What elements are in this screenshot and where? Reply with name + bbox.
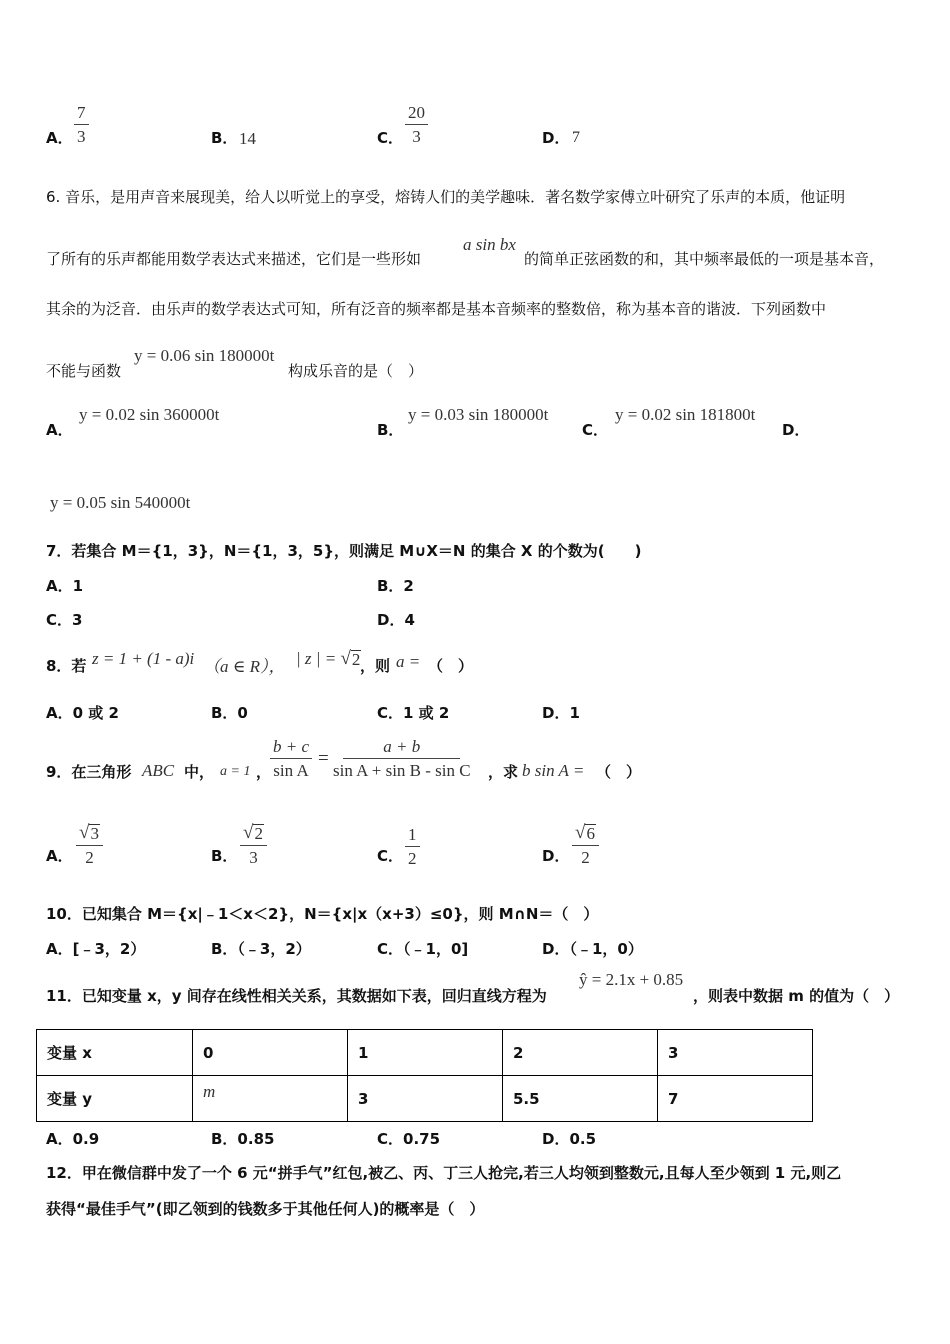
q9-option-b-label: B． xyxy=(211,847,238,865)
sqrt-symbol: √ 2 xyxy=(340,648,361,669)
q7-option-b: B．2 xyxy=(377,577,414,595)
q8-sqrt-arg: 2 xyxy=(351,650,361,669)
table-cell: 5.5 xyxy=(503,1076,658,1122)
table-cell: 2 xyxy=(503,1030,658,1076)
q8-option-a: A．0 或 2 xyxy=(46,704,119,722)
q7-option-d: D．4 xyxy=(377,611,415,629)
table-cell: 3 xyxy=(658,1030,813,1076)
table-row xyxy=(37,1076,813,1122)
q11-option-a: A．0.9 xyxy=(46,1130,100,1148)
q9-tail: （ ） xyxy=(596,763,642,781)
q10-option-c: C．（﹣1，0] xyxy=(377,940,469,958)
q9-abc-math: ABC xyxy=(142,761,175,780)
q8-modulus-left: | z | = xyxy=(296,649,337,668)
q6-stem-line-4b: 构成乐音的是（ ） xyxy=(288,362,424,380)
q9-option-b-fraction xyxy=(240,823,267,866)
denominator: 2 xyxy=(85,848,94,867)
q11-option-b: B．0.85 xyxy=(211,1130,275,1148)
q6-base-function-math: y = 0.06 sin 180000t xyxy=(134,346,275,365)
q6-asinbx-math: a sin bx xyxy=(463,235,516,254)
q6-stem-line-4a: 不能与函数 xyxy=(46,362,122,380)
q10-option-d: D．（﹣1，0） xyxy=(542,940,643,958)
q6-option-c-math: y = 0.02 sin 181800t xyxy=(615,405,756,424)
q6-option-c-label: C． xyxy=(582,421,609,439)
q5-option-d-value: 7 xyxy=(572,129,580,146)
q11-stem-b: ，则表中数据 m 的值为（ ） xyxy=(693,987,900,1005)
sqrt-arg: 6 xyxy=(586,824,595,843)
denominator: 3 xyxy=(412,127,421,146)
numerator: 20 xyxy=(405,104,428,125)
q11-data-table xyxy=(36,1029,813,1122)
q5-option-d-label: D． xyxy=(542,129,570,147)
q5-option-c-fraction xyxy=(405,104,428,145)
q9-option-c-label: C． xyxy=(377,847,404,865)
q8-prefix: 8．若 xyxy=(46,657,87,675)
q8-tail: （ ） xyxy=(428,657,474,675)
denominator: sin A xyxy=(273,761,309,780)
q8-option-b: B．0 xyxy=(211,704,248,722)
q12-stem-line-2: 获得“最佳手气”(即乙领到的钱数多于其他任何人)的概率是（ ） xyxy=(46,1200,485,1218)
q8-option-d: D．1 xyxy=(542,704,580,722)
numerator: 7 xyxy=(74,104,89,125)
q9-option-a-label: A． xyxy=(46,847,73,865)
numerator: a + b xyxy=(343,738,460,759)
table-cell: 变量 y xyxy=(37,1076,193,1122)
table-row xyxy=(37,1030,813,1076)
q5-option-b-label: B． xyxy=(211,129,238,147)
denominator: 3 xyxy=(249,848,258,867)
q9-option-a-fraction xyxy=(76,823,103,866)
q6-option-a-math: y = 0.02 sin 360000t xyxy=(79,405,220,424)
q6-stem-line-3: 其余的为泛音．由乐声的数学表达式可知，所有泛音的频率都是基本音频率的整数倍，称为基本音的谐波．下列函数中 xyxy=(46,300,827,318)
q7-stem: 7．若集合 M＝{1，3}，N＝{1，3，5}，则满足 M∪X＝N 的集合 X 的个数为( ) xyxy=(46,542,642,560)
table-cell: 1 xyxy=(348,1030,503,1076)
numerator: b + c xyxy=(270,738,312,759)
denominator: sin A + sin B - sin C xyxy=(333,761,471,780)
table-cell: 变量 x xyxy=(37,1030,193,1076)
q5-option-a-label: A． xyxy=(46,129,73,147)
q8-z-math: z = 1 + (1 - a)i xyxy=(92,649,195,668)
q7-option-c: C．3 xyxy=(46,611,83,629)
q11-option-d: D．0.5 xyxy=(542,1130,597,1148)
q6-option-b-label: B． xyxy=(377,421,404,439)
q6-stem-line-2a: 了所有的乐声都能用数学表达式来描述，它们是一些形如 xyxy=(46,250,422,268)
q9-fraction-left xyxy=(270,738,312,779)
q5-option-c-label: C． xyxy=(377,129,404,147)
q9-prefix: 9．在三角形 xyxy=(46,763,132,781)
numerator xyxy=(76,823,103,846)
table-cell: 0 xyxy=(193,1030,348,1076)
q6-stem-line-2b: 的简单正弦函数的和，其中频率最低的一项是基本音， xyxy=(524,250,885,268)
q9-option-d-label: D． xyxy=(542,847,570,865)
q9-option-c-fraction xyxy=(405,826,420,867)
q9-option-d-fraction xyxy=(572,823,599,866)
q8-condition-math: （a ∈ R）， xyxy=(203,657,286,676)
q9-ask: ，求 xyxy=(488,763,519,781)
q9-fraction-right xyxy=(330,738,474,779)
table-cell: 3 xyxy=(348,1076,503,1122)
q8-then: ，则 xyxy=(360,657,391,675)
q6-option-b-math: y = 0.03 sin 180000t xyxy=(408,405,549,424)
q5-option-a-fraction xyxy=(74,104,89,145)
sqrt-symbol: √ 3 xyxy=(79,822,99,843)
numerator xyxy=(240,823,267,846)
sqrt-arg: 2 xyxy=(254,824,263,843)
table-cell: m xyxy=(193,1076,348,1122)
q11-regression-math: ŷ = 2.1x + 0.85 xyxy=(579,970,684,989)
sqrt-symbol: √ 2 xyxy=(243,822,263,843)
sqrt-arg: 3 xyxy=(90,824,99,843)
denominator: 2 xyxy=(581,848,590,867)
numerator xyxy=(572,823,599,846)
q10-stem: 10．已知集合 M＝{x|﹣1＜x＜2}，N＝{x|x（x+3）≤0}，则 M∩N＝（ ） xyxy=(46,905,599,923)
q7-option-a: A．1 xyxy=(46,577,84,595)
q6-stem-line-1: 6. 音乐，是用声音来展现美，给人以听觉上的享受，熔铸人们的美学趣味．著名数学家傅立叶研究了乐声的本质，他证明 xyxy=(46,188,846,206)
denominator: 3 xyxy=(77,127,86,146)
numerator: 1 xyxy=(405,826,420,847)
q5-option-b-value: 14 xyxy=(239,129,256,148)
table-cell: 7 xyxy=(658,1076,813,1122)
q9-comma: ， xyxy=(256,763,272,781)
q8-a-math: a = xyxy=(396,652,421,671)
q8-modulus-math xyxy=(296,649,361,669)
q6-option-d-math: y = 0.05 sin 540000t xyxy=(50,493,191,512)
q8-option-c: C．1 或 2 xyxy=(377,704,450,722)
q11-stem-a: 11．已知变量 x，y 间存在线性相关关系，其数据如下表，回归直线方程为 xyxy=(46,987,547,1005)
q12-stem-line-1: 12．甲在微信群中发了一个 6 元“拼手气”红包,被乙、丙、丁三人抢完,若三人均领到整数元,且每人至少领到 1 元,则乙 xyxy=(46,1164,842,1182)
q11-option-c: C．0.75 xyxy=(377,1130,441,1148)
q10-option-a: A．[﹣3，2） xyxy=(46,940,146,958)
q9-ask-math: b sin A = xyxy=(522,761,585,780)
q10-option-b: B．（﹣3，2） xyxy=(211,940,311,958)
q9-mid: 中， xyxy=(184,763,215,781)
sqrt-symbol: √ 6 xyxy=(575,822,595,843)
denominator: 2 xyxy=(408,849,417,868)
q9-a-eq-math: a = 1 xyxy=(220,764,251,779)
q9-equals: = xyxy=(318,748,329,769)
q6-option-a-label: A． xyxy=(46,421,73,439)
q6-option-d-label: D． xyxy=(782,421,810,439)
